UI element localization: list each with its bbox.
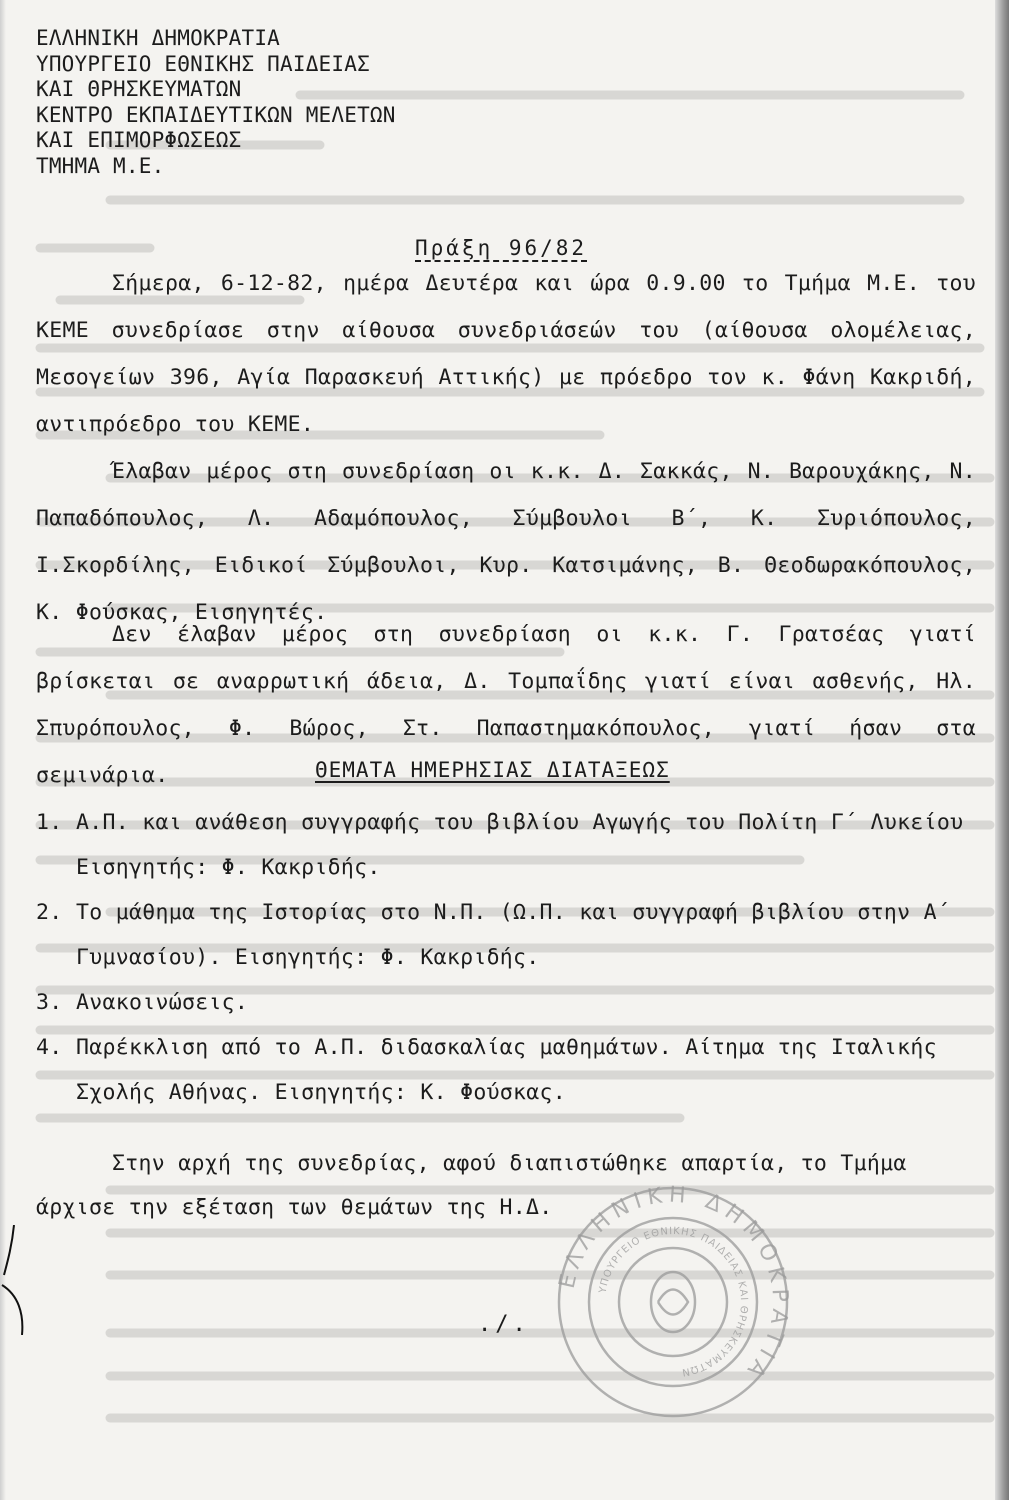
letterhead (36, 26, 396, 179)
agenda-item-text: Το μάθημα της Ιστορίας στο Ν.Π. (Ω.Π. και συγγραφή βιβλίου στην Α΄ Γυμνασίου). Εισηγητής: Φ. Κακριδής. (76, 900, 951, 970)
svg-text:ΕΛΛΗΝΙΚΗ ΔΗΜΟΚΡΑΤΙΑ: ΕΛΛΗΝΙΚΗ ΔΗΜΟΚΡΑΤΙΑ (554, 1182, 793, 1387)
handwritten-margin-mark (0, 1225, 40, 1335)
letterhead-line: ΤΜΗΜΑ Μ.Ε. (36, 153, 165, 178)
paragraph-absentees: Δεν έλαβαν μέρος στη συνεδρίαση οι κ.κ. Γ. Γρατσέας γιατί βρίσκεται σε αναρρωτική άδεια, Δ. Τομπαΐδης γιατί είναι ασθενής, Ηλ. Σπυρόπουλος, Φ. Βώρος, Στ. Παπαστημακόπουλος, γιατί ήσαν στα σεμινάρια. (36, 622, 976, 788)
letterhead-line: ΥΠΟΥΡΓΕΙΟ ΕΘΝΙΚΗΣ ΠΑΙΔΕΙΑΣ (36, 51, 370, 76)
paragraph-session-info: Σήμερα, 6-12-82, ημέρα Δευτέρα και ώρα 0.9.00 το Τμήμα Μ.Ε. του ΚΕΜΕ συνεδρίασε στην αίθουσα συνεδριάσεών του (αίθουσα ολομέλειας, Μεσογείων 396, Αγία Παρασκευή Αττικής) με πρόεδρο τον κ. Φάνη Κακριδή, αντιπρόεδρο του ΚΕΜΕ. (36, 271, 976, 437)
page-right-edge (995, 0, 1009, 1500)
agenda-item-text: Ανακοινώσεις. (76, 990, 249, 1015)
document-title: Πράξη 96/82 (415, 236, 588, 260)
agenda-item-number: 1. (36, 810, 63, 835)
letterhead-line: ΚΑΙ ΕΠΙΜΟΡΦΩΣΕΩΣ (36, 128, 242, 152)
official-seal-stamp (553, 1182, 793, 1422)
agenda-item (36, 1025, 986, 1115)
paragraph-attendees: Έλαβαν μέρος στη συνεδρίαση οι κ.κ. Δ. Σακκάς, Ν. Βαρουχάκης, Ν. Παπαδόπουλος, Λ. Αδαμόπουλος, Σύμβουλοι Β΄, Κ. Συριόπουλος, Ι.Σκορδίλης, Ειδικοί Σύμβουλοι, Κυρ. Κατσιμάνης, Β. Θεοδωρακόπουλος, Κ. Φούσκας, Εισηγητές. (36, 459, 976, 625)
agenda-item-number: 4. (36, 1035, 63, 1060)
agenda-item-number: 3. (36, 990, 63, 1015)
svg-text:ΥΠΟΥΡΓΕΙΟ ΕΘΝΙΚΗΣ ΠΑΙΔΕΙΑΣ ΚΑΙ: ΥΠΟΥΡΓΕΙΟ ΕΘΝΙΚΗΣ ΠΑΙΔΕΙΑΣ ΚΑΙ ΘΡΗΣΚΕΥΜΑΤΩΝ (597, 1225, 750, 1378)
agenda-heading: ΘΕΜΑΤΑ ΗΜΕΡΗΣΙΑΣ ΔΙΑΤΑΞΕΩΣ (315, 758, 670, 782)
end-mark: ./. (478, 1312, 530, 1337)
letterhead-line: ΚΑΙ ΘΡΗΣΚΕΥΜΑΤΩΝ (36, 77, 242, 101)
letterhead-line: ΕΛΛΗΝΙΚΗ ΔΗΜΟΚΡΑΤΙΑ (36, 26, 281, 50)
agenda-item (36, 890, 986, 980)
closing-paragraph: Στην αρχή της συνεδρίας, αφού διαπιστώθηκε απαρτία, το Τμήμα άρχισε την εξέταση των θεμάτων της Η.Δ. (36, 1151, 907, 1220)
agenda-list (36, 800, 986, 1115)
agenda-item-number: 2. (36, 900, 63, 925)
letterhead-line: ΚΕΝΤΡΟ ΕΚΠΑΙΔΕΥΤΙΚΩΝ ΜΕΛΕΤΩΝ (36, 102, 396, 127)
agenda-item (36, 800, 986, 890)
agenda-item (36, 980, 986, 1025)
agenda-item-text: Παρέκκλιση από το Α.Π. διδασκαλίας μαθημάτων. Αίτημα της Ιταλικής Σχολής Αθήνας. Εισηγητής: Κ. Φούσκας. (76, 1035, 937, 1105)
agenda-item-text: Α.Π. και ανάθεση συγγραφής του βιβλίου Αγωγής του Πολίτη Γ΄ Λυκείου Εισηγητής: Φ. Κακριδής. (76, 810, 964, 880)
